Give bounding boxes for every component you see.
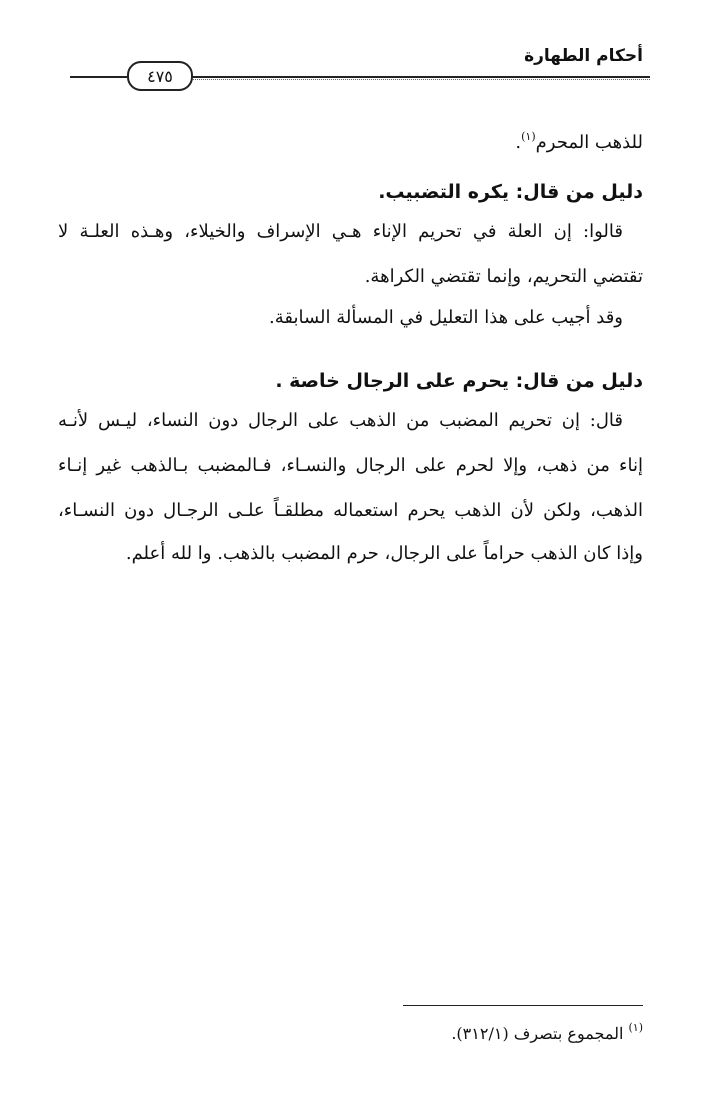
paragraph-line: إناء من ذهب، وإلا لحرم على الرجال والنسـاء، فـالمضبب بـالذهب غير إنـاء <box>58 455 643 476</box>
header-rule-dots <box>190 79 650 80</box>
paragraph-line: قالوا: إن العلة في تحريم الإناء هـي الإسراف والخيلاء، وهـذه العلـة لا <box>58 221 623 242</box>
paragraph-line: قال: إن تحريم المضبب من الذهب على الرجال دون النساء، ليـس لأنـه <box>58 410 623 431</box>
section-heading-discouraged: دليل من قال: يكره التضبيب. <box>378 181 643 203</box>
paragraph-line: وإذا كان الذهب حراماً على الرجال، حرم المضبب بالذهب. وا لله أعلم. <box>125 543 643 564</box>
footnote-ref: (١) <box>521 130 536 143</box>
footnote-separator <box>403 1005 643 1006</box>
paragraph-line: تقتضي التحريم، وإنما تقتضي الكراهة. <box>364 266 643 287</box>
footnote <box>451 1016 643 1046</box>
section-heading-men-only: دليل من قال: يحرم على الرجال خاصة . <box>275 370 643 392</box>
page-number: ٤٧٥ <box>147 66 173 86</box>
footnote-marker: (١) <box>628 1021 643 1034</box>
footnote-text: المجموع بتصرف (٣١٢/١). <box>451 1024 624 1043</box>
page-number-badge <box>127 61 193 91</box>
paragraph-line: وقد أجيب على هذا التعليل في المسألة السابقة. <box>269 307 623 328</box>
intro-tail: . <box>515 132 522 153</box>
running-title: أحكام الطهارة <box>524 46 643 66</box>
paragraph-line: الذهب، ولكن لأن الذهب يحرم استعماله مطلقـاً علـى الرجـال دون النسـاء، <box>58 500 643 521</box>
intro-text: للذهب المحرم <box>535 132 643 153</box>
intro-line <box>58 122 643 158</box>
